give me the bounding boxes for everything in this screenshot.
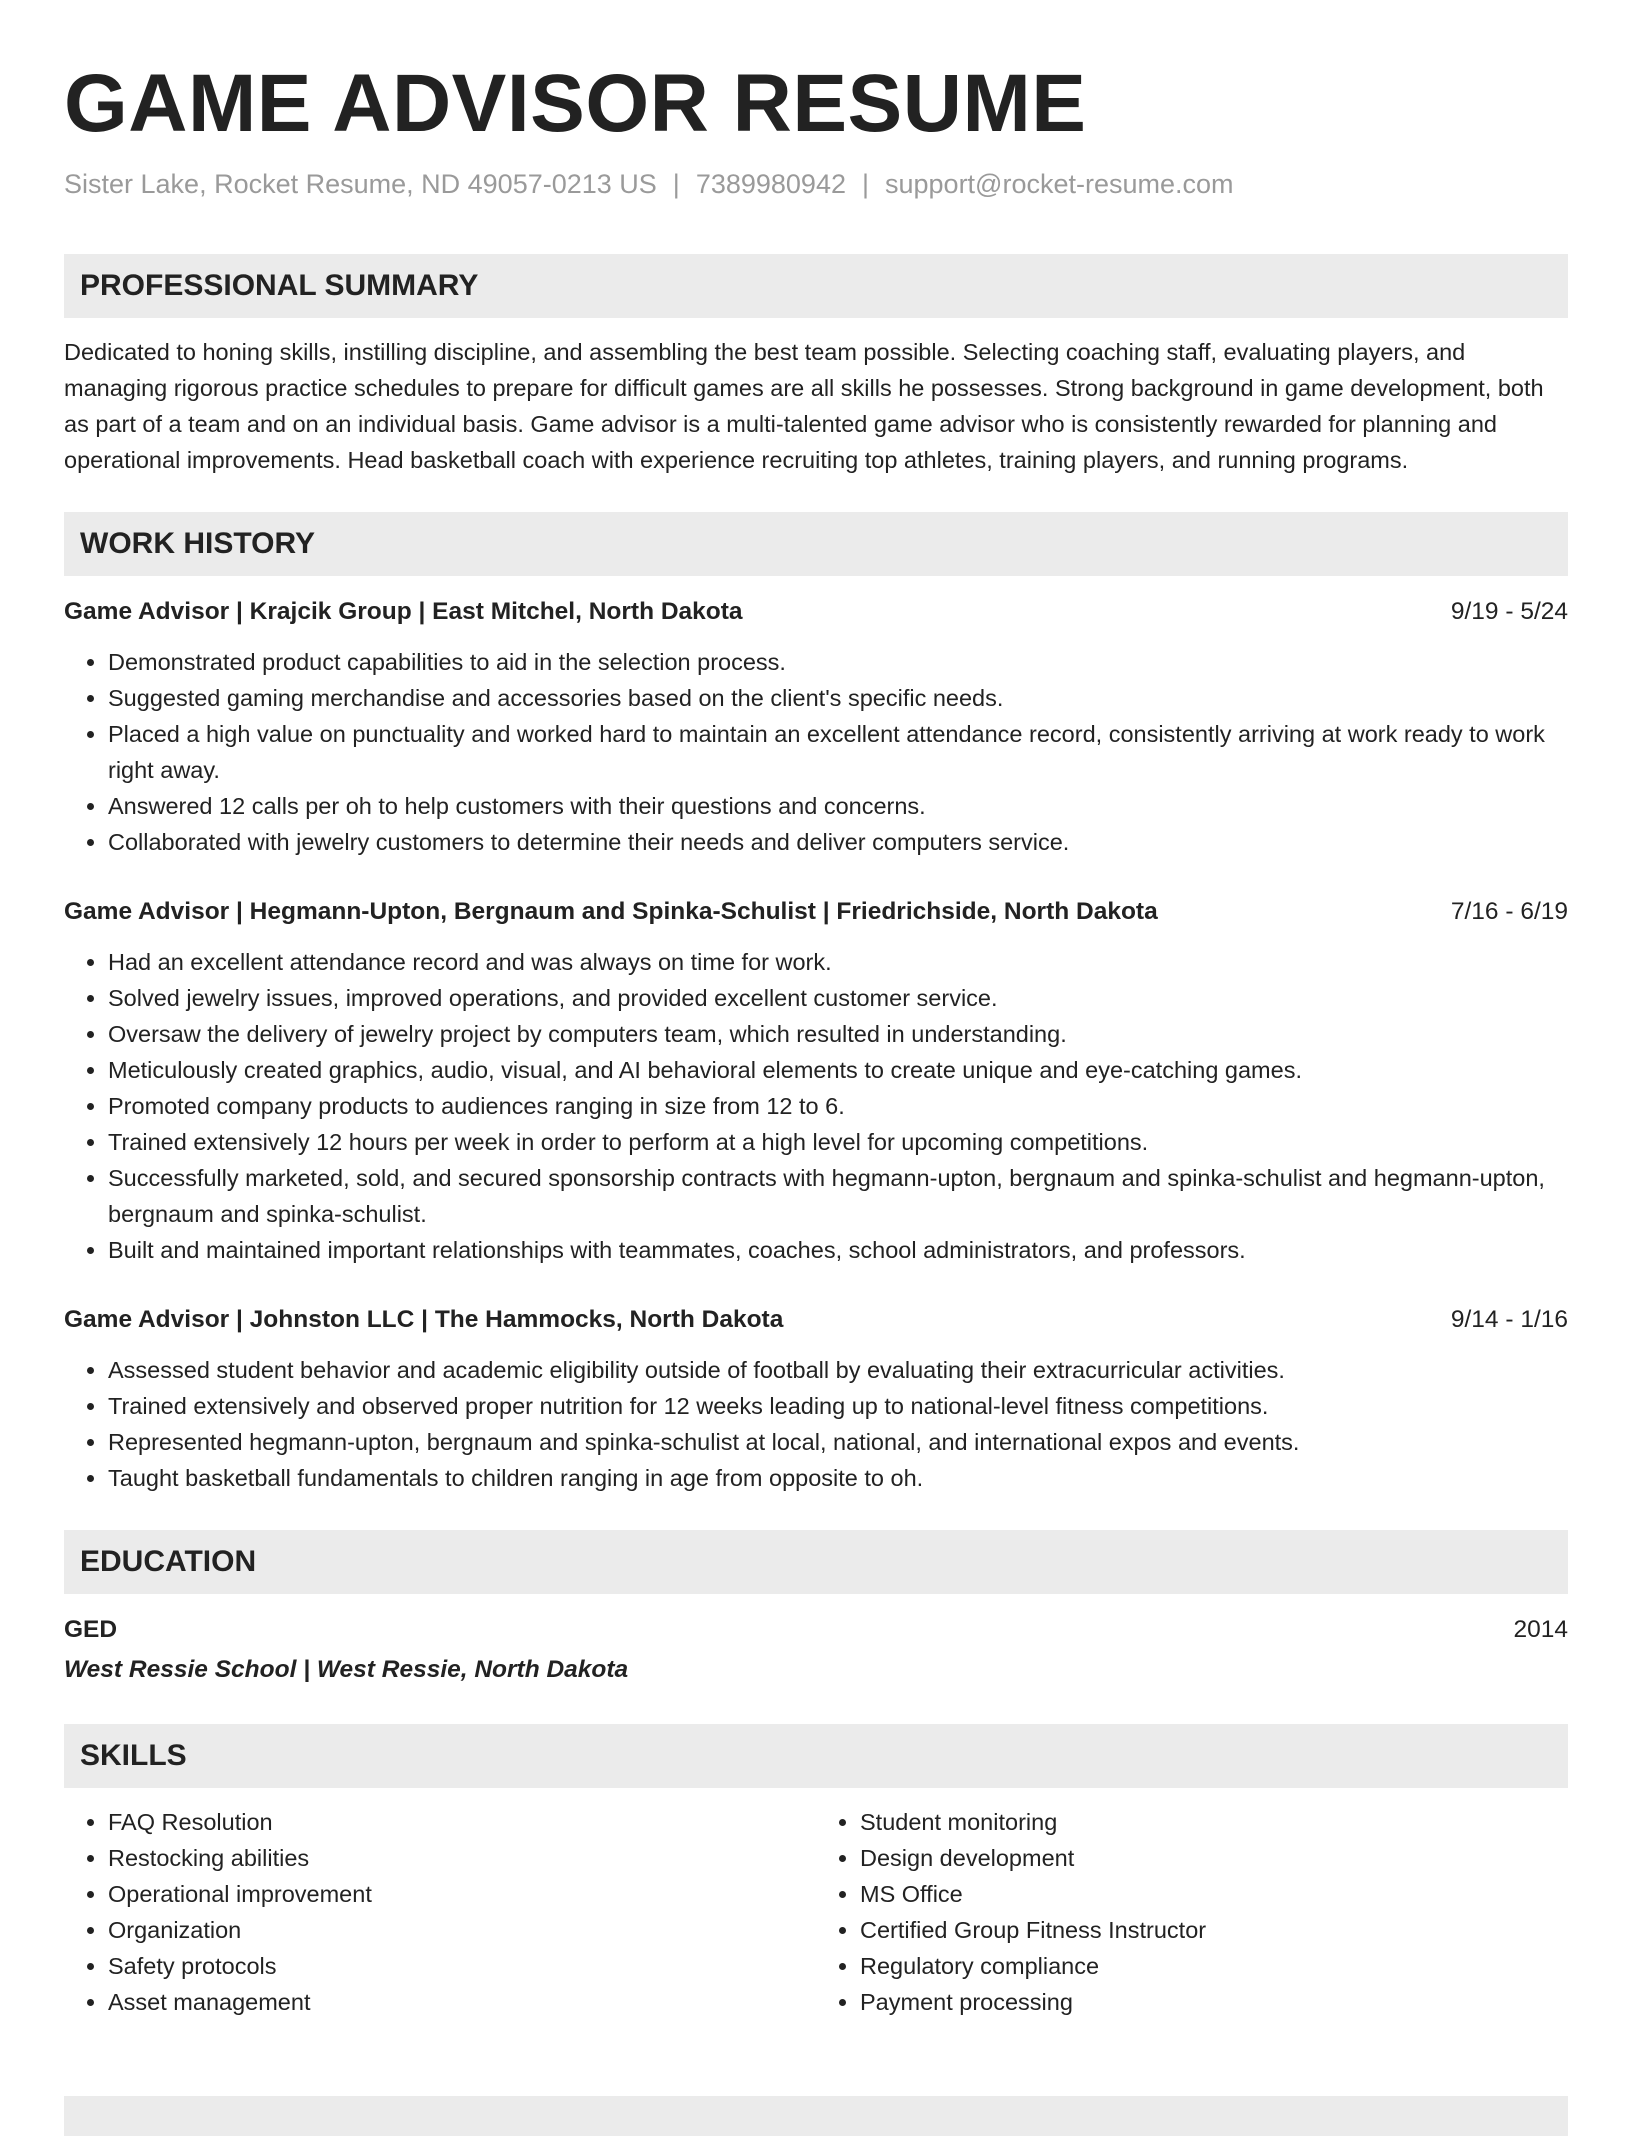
job-bullets (64, 644, 1568, 860)
job-bullet: • Suggested gaming merchandise and accessories based on the client's specific needs. (108, 680, 1568, 716)
contact-separator: | (861, 169, 869, 199)
job-bullet: • Answered 12 calls per oh to help customers with their questions and concerns. (108, 788, 1568, 824)
job-bullet: • Had an excellent attendance record and was always on time for work. (108, 944, 1568, 980)
job-bullet: • Collaborated with jewelry customers to determine their needs and deliver computers service. (108, 824, 1568, 860)
section-header-skills: SKILLS (64, 1724, 1568, 1788)
job-bullet: • Trained extensively 12 hours per week in order to perform at a high level for upcoming competitions. (108, 1124, 1568, 1160)
skill-item: • Student monitoring (860, 1804, 1568, 1840)
job-dates: 7/16 - 6/19 (1450, 898, 1568, 925)
job-dates: 9/14 - 1/16 (1450, 1306, 1568, 1333)
skill-item: • MS Office (860, 1876, 1568, 1912)
education-year: 2014 (1513, 1616, 1568, 1643)
skills-column-left (64, 1804, 816, 2020)
job-bullet: • Built and maintained important relationships with teammates, coaches, school administrators, and professors. (108, 1232, 1568, 1268)
skill-item: • Payment processing (860, 1984, 1568, 2020)
job-bullet: • Successfully marketed, sold, and secured sponsorship contracts with hegmann-upton, bergnaum and spinka-schulist and hegmann-upton, bergnaum and spinka-schulist. (108, 1160, 1568, 1232)
skill-item: • Asset management (108, 1984, 816, 2020)
job-bullet: • Solved jewelry issues, improved operations, and provided excellent customer service. (108, 980, 1568, 1016)
job-entry (64, 594, 1568, 860)
job-bullet: • Oversaw the delivery of jewelry project by computers team, which resulted in understanding. (108, 1016, 1568, 1052)
contact-address: Sister Lake, Rocket Resume, ND 49057-0213 US (64, 169, 657, 199)
skill-item: • Design development (860, 1840, 1568, 1876)
job-bullet: • Trained extensively and observed proper nutrition for 12 weeks leading up to national-level fitness competitions. (108, 1388, 1568, 1424)
contact-email: support@rocket-resume.com (885, 169, 1234, 199)
summary-text: Dedicated to honing skills, instilling discipline, and assembling the best team possible. Selecting coaching staff, evaluating players, and managing rigorous practice schedules to prepare for difficult games are all skills he possesses. Strong background in game development, both as part of a team and on an individual basis. Game advisor is a multi-talented game advisor who is consistently rewarded for planning and operational improvements. Head basketball coach with experience recruiting top athletes, training players, and running programs. (64, 339, 1544, 473)
education-school: West Ressie School | West Ressie, North Dakota (64, 1656, 629, 1683)
contact-separator: | (672, 169, 680, 199)
resume-title: GAME ADVISOR RESUME (64, 58, 1087, 149)
job-header (64, 894, 1568, 930)
job-bullets (64, 944, 1568, 1268)
next-section-header-cutoff (64, 2096, 1568, 2136)
skills-grid (64, 1804, 1568, 2020)
job-bullet: • Meticulously created graphics, audio, visual, and AI behavioral elements to create unique and eye-catching games. (108, 1052, 1568, 1088)
section-header-work-history: WORK HISTORY (64, 512, 1568, 576)
skill-item: • Organization (108, 1912, 816, 1948)
job-bullet: • Represented hegmann-upton, bergnaum and spinka-schulist at local, national, and international expos and events. (108, 1424, 1568, 1460)
skill-item: • Restocking abilities (108, 1840, 816, 1876)
skill-item: • Certified Group Fitness Instructor (860, 1912, 1568, 1948)
contact-line (64, 166, 1568, 202)
job-bullet: • Promoted company products to audiences ranging in size from 12 to 6. (108, 1088, 1568, 1124)
section-header-education: EDUCATION (64, 1530, 1568, 1594)
section-header-summary: PROFESSIONAL SUMMARY (64, 254, 1568, 318)
education-entry (64, 1612, 1568, 1648)
job-bullet: • Taught basketball fundamentals to children ranging in age from opposite to oh. (108, 1460, 1568, 1496)
job-dates: 9/19 - 5/24 (1450, 598, 1568, 625)
skills-column-right (816, 1804, 1568, 2020)
job-entry (64, 894, 1568, 1268)
job-bullet: • Demonstrated product capabilities to aid in the selection process. (108, 644, 1568, 680)
skill-item: • Regulatory compliance (860, 1948, 1568, 1984)
education-degree: GED (64, 1616, 118, 1643)
job-entry (64, 1302, 1568, 1496)
skill-item: • Operational improvement (108, 1876, 816, 1912)
job-bullet: • Assessed student behavior and academic eligibility outside of football by evaluating their extracurricular activities. (108, 1352, 1568, 1388)
job-title: Game Advisor | Hegmann-Upton, Bergnaum and Spinka-Schulist | Friedrichside, North Dakota (64, 898, 1158, 925)
job-bullet: • Placed a high value on punctuality and worked hard to maintain an excellent attendance record, consistently arriving at work ready to work right away. (108, 716, 1568, 788)
job-title: Game Advisor | Johnston LLC | The Hammocks, North Dakota (64, 1306, 784, 1333)
skill-item: • Safety protocols (108, 1948, 816, 1984)
job-header (64, 594, 1568, 630)
skill-item: • FAQ Resolution (108, 1804, 816, 1840)
job-header (64, 1302, 1568, 1338)
contact-phone: 7389980942 (695, 169, 846, 199)
job-title: Game Advisor | Krajcik Group | East Mitchel, North Dakota (64, 598, 743, 625)
job-bullets (64, 1352, 1568, 1496)
